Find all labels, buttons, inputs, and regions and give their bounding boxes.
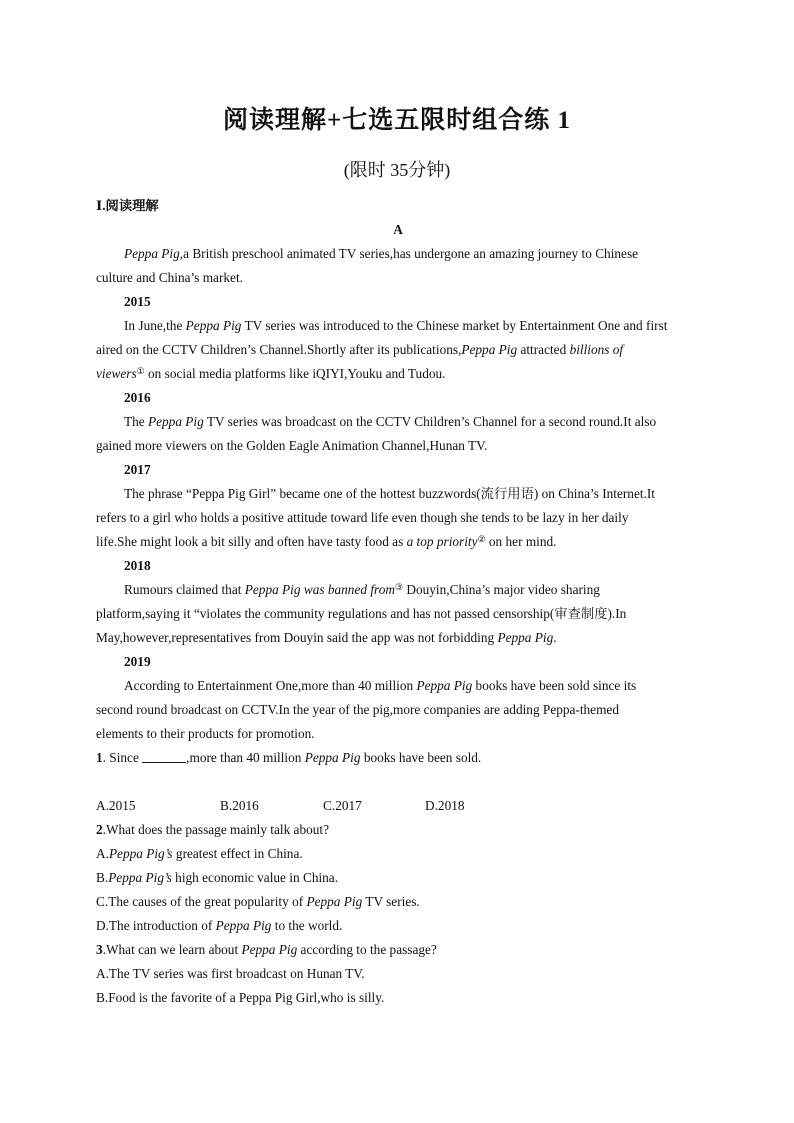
intro-paragraph: Peppa Pig,a British preschool animated TV series,has undergone an amazing journey to Chinese culture and China’s market. — [96, 246, 639, 285]
question-1-options — [96, 794, 700, 818]
paragraph-2017: The phrase “Peppa Pig Girl” became one of the hottest buzzwords(流行用语) on China’s Internet.It refers to a girl who holds a positive attitude toward life even though she tends to be lazy in her daily life.She might look a bit silly and often have tasty food as a top priority② on her mind. — [96, 486, 655, 549]
year-2018-heading: 2018 — [124, 558, 151, 573]
question-number: 1 — [96, 750, 103, 765]
question-3: 3.What can we learn about Peppa Pig according to the passage? A.The TV series was first broadcast on Hunan TV. B.Food is the favorite of a Peppa Pig Girl,who is silly. — [96, 938, 700, 1010]
question-number: 3 — [96, 942, 103, 957]
answer-blank — [142, 749, 186, 763]
paragraph-2018: Rumours claimed that Peppa Pig was banned from③ Douyin,China’s major video sharing platform,saying it “violates the community regulations and has not passed censorship(审查制度).In May,however,representatives from Douyin said the app was not forbidding Peppa Pig. — [96, 582, 627, 645]
paragraph-2019: According to Entertainment One,more than 40 million Peppa Pig books have been sold since its second round broadcast on CCTV.In the year of the pig,more companies are adding Peppa-themed elements to their products for promotion. — [96, 678, 637, 741]
question-number: 2 — [96, 822, 103, 837]
paragraph-2016: The Peppa Pig TV series was broadcast on the CCTV Children’s Channel for a second round.It also gained more viewers on the Golden Eagle Animation Channel,Hunan TV. — [96, 414, 657, 453]
question-2: 2.What does the passage mainly talk about? A.Peppa Pig’s greatest effect in China. B.Peppa Pig’s high economic value in China. C.The causes of the great popularity of Peppa Pig TV series. D.The introduction of Peppa Pig to the world. — [96, 818, 700, 938]
footnote-marker: ② — [477, 534, 486, 544]
option-c: C.The causes of the great popularity of Peppa Pig TV series. — [96, 894, 420, 909]
worksheet-body — [96, 194, 700, 1010]
option-d: D.The introduction of Peppa Pig to the world. — [96, 918, 343, 933]
section-heading: Ⅰ.阅读理解 — [96, 198, 159, 213]
page-title: 阅读理解+七选五限时组合练 1 — [223, 107, 571, 134]
option-b: B.Peppa Pig’s high economic value in China. — [96, 870, 339, 885]
option-b: B.2016 — [220, 798, 259, 813]
year-2017-heading: 2017 — [124, 462, 151, 477]
footnote-marker: ① — [136, 366, 145, 376]
footnote-marker: ③ — [394, 582, 404, 592]
year-2016-heading: 2016 — [124, 390, 151, 405]
option-b: B.Food is the favorite of a Peppa Pig Girl,who is silly. — [96, 990, 385, 1005]
option-a: A.2015 — [96, 798, 136, 813]
passage-label: A — [393, 222, 403, 237]
year-2019-heading: 2019 — [124, 654, 151, 669]
time-limit: (限时 35分钟) — [343, 160, 451, 180]
option-a: A.Peppa Pig’s greatest effect in China. — [96, 846, 303, 861]
year-2015-heading: 2015 — [124, 294, 151, 309]
option-a: A.The TV series was first broadcast on Hunan TV. — [96, 966, 365, 981]
question-1: 1. Since ,more than 40 million Peppa Pig books have been sold. A.2015 B.2016 C.2017 D.2018 — [96, 746, 700, 818]
option-c: C.2017 — [323, 798, 362, 813]
option-d: D.2018 — [425, 798, 465, 813]
paragraph-2015: In June,the Peppa Pig TV series was introduced to the Chinese market by Entertainment One and first aired on the CCTV Children’s Channel.Shortly after its publications,Peppa Pig attracted billions of viewers① on social media platforms like iQIYI,Youku and Tudou. — [96, 318, 668, 381]
